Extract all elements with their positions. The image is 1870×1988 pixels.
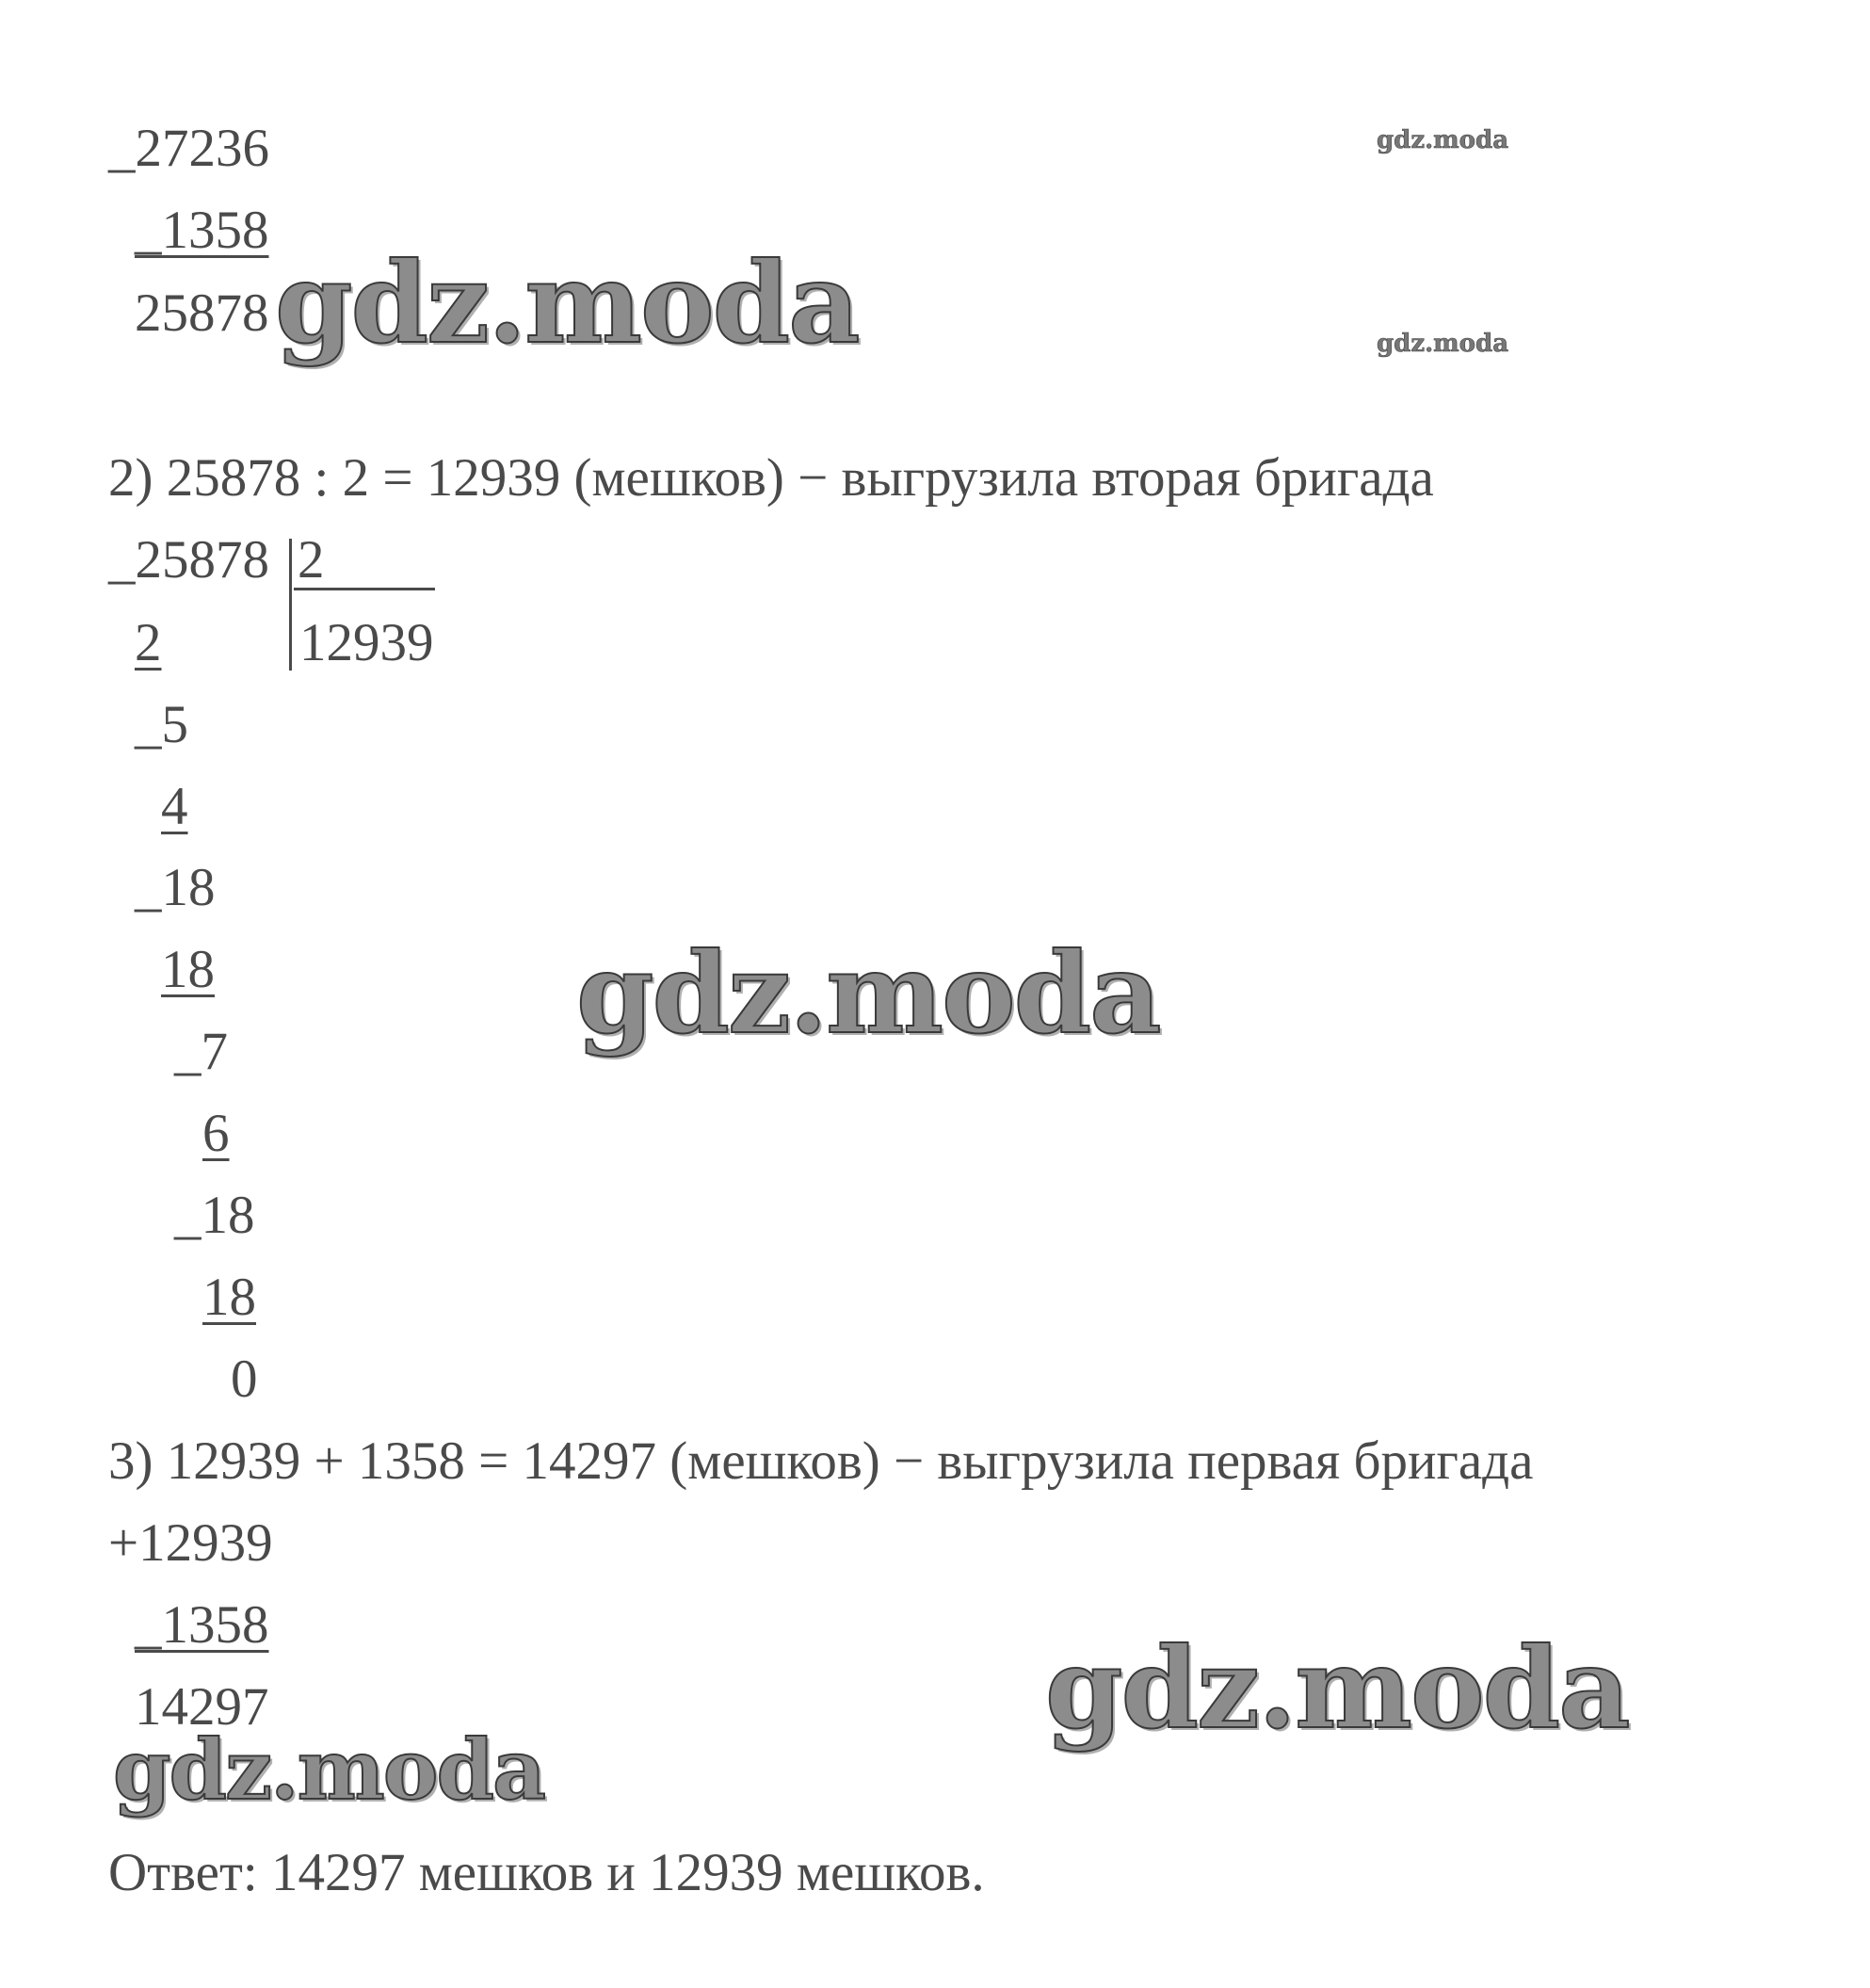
watermark-logo: gdz.moda	[275, 237, 859, 368]
col-add-line-2: _1358	[135, 1595, 269, 1655]
div-remainder: 0	[231, 1350, 258, 1409]
div-sub-4: 6	[202, 1104, 230, 1163]
watermark-logo: gdz.moda	[576, 928, 1160, 1059]
div-dividend: _25878	[108, 530, 269, 590]
div-sub-5: 18	[202, 1268, 256, 1327]
watermark-logo: gdz.moda	[1377, 330, 1509, 358]
div-rem-1: _5	[135, 695, 188, 754]
div-rem-3: _7	[174, 1022, 228, 1081]
div-bar-horizontal	[294, 588, 435, 590]
step3-title: 3) 12939 + 1358 = 14297 (мешков) − выгрузила первая бригада	[108, 1431, 1534, 1491]
div-sub-3: 18	[161, 940, 215, 999]
div-bar-vertical	[289, 539, 292, 671]
div-quotient: 12939	[299, 613, 434, 672]
div-rem-4: _18	[174, 1186, 255, 1245]
col-add-line-1: +12939	[108, 1513, 273, 1573]
answer-text: Ответ: 14297 мешков и 12939 мешков.	[108, 1843, 985, 1902]
div-divisor: 2	[298, 530, 325, 590]
step2-title: 2) 25878 : 2 = 12939 (мешков) − выгрузила вторая бригада	[108, 448, 1434, 508]
div-rem-2: _18	[135, 858, 216, 917]
watermark-logo: gdz.moda	[1045, 1623, 1629, 1754]
col-add-result: 14297	[135, 1677, 269, 1737]
col-sub-line-1: _27236	[108, 119, 269, 178]
col-sub-result: 25878	[135, 283, 269, 343]
col-sub-line-2: _1358	[135, 201, 269, 260]
div-sub-2: 4	[161, 777, 188, 836]
watermark-logo: gdz.moda	[113, 1721, 545, 1818]
div-sub-1: 2	[135, 613, 162, 672]
watermark-logo: gdz.moda	[1377, 126, 1509, 154]
